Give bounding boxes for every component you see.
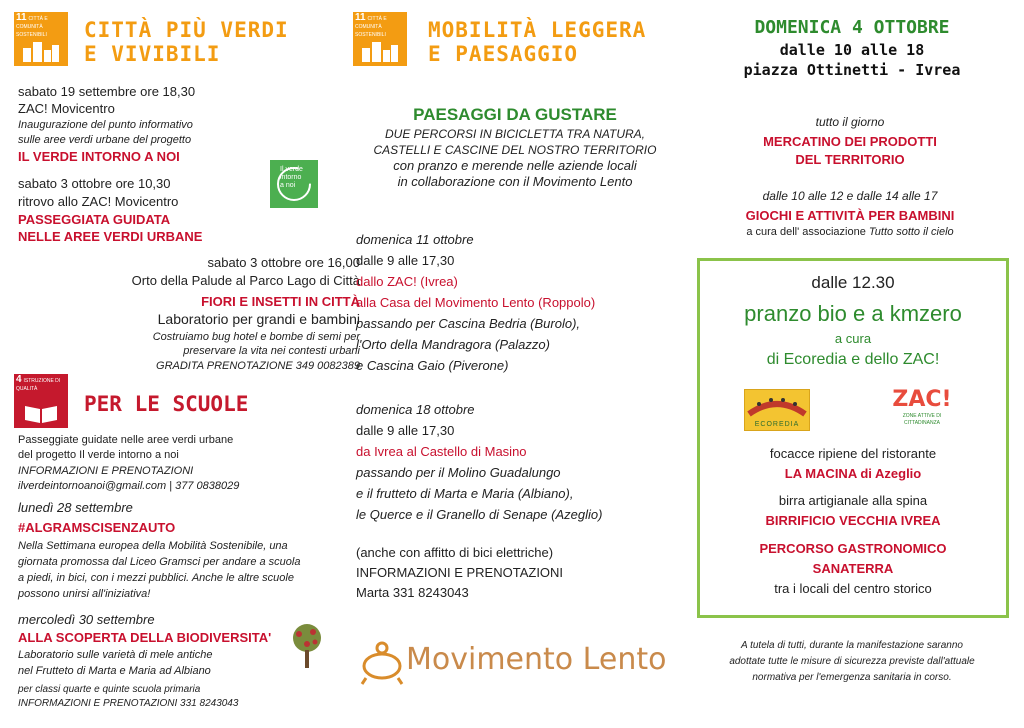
event-desc: Costruiamo bug hotel e bombe di semi per xyxy=(152,331,360,343)
event-hours: dalle 10 alle 18 xyxy=(779,41,925,59)
organizer-prefix: a cura dell' associazione xyxy=(746,226,869,238)
schools-text-part: del progetto xyxy=(18,449,80,461)
event-location: piazza Ottinetti - Ivrea xyxy=(743,61,961,79)
paesaggi-intro xyxy=(350,104,680,190)
activity-name: MERCATINO DEI PRODOTTI xyxy=(763,134,937,149)
route-end: alla Casa del Movimento Lento (Roppolo) xyxy=(356,295,596,310)
event-desc: a piedi, in bici, con i mezzi pubblici. Anche le altre scuole xyxy=(18,572,294,584)
lunch-time: dalle 12.30 xyxy=(811,273,895,292)
zac-logo-text: ZAC! xyxy=(892,387,952,412)
col2-title-line1: MOBILITÀ LEGGERA xyxy=(428,18,647,42)
city-icon xyxy=(360,40,400,62)
event-date: sabato 3 ottobre ore 10,30 xyxy=(18,176,171,191)
event-desc: nel Frutteto di Marta e Maria ad Albiano xyxy=(18,665,211,677)
event-date: DOMENICA 4 OTTOBRE xyxy=(754,17,950,38)
schools-title: PER LE SCUOLE xyxy=(84,392,249,416)
project-name: Il verde intorno a noi xyxy=(79,449,179,461)
section-heading: PAESAGGI DA GUSTARE xyxy=(413,105,617,124)
food-route-desc: tra i locali del centro storico xyxy=(774,581,932,596)
beer-desc: birra artigianale alla spina xyxy=(778,493,928,508)
event-name: FIORI E INSETTI IN CITTÀ xyxy=(201,294,360,309)
section-subtitle: DUE PERCORSI IN BICICLETTA TRA NATURA, xyxy=(384,127,646,141)
col2-title xyxy=(428,18,646,66)
event-desc: per classi quarte e quinte scuola primaria xyxy=(18,684,201,695)
sdg11-badge-col2 xyxy=(353,12,407,66)
event-desc: giornata promossa dal Liceo Gramsci per andare a scuola xyxy=(18,556,301,568)
event-date: lunedì 28 settembre xyxy=(18,500,133,515)
event-hashtag: #ALGRAMSCISENZAUTO xyxy=(18,520,176,535)
event-place: ritrovo allo ZAC! Movicentro xyxy=(18,194,179,209)
food-route-name: SANATERRA xyxy=(812,561,894,576)
contact-info: Marta 331 8243043 xyxy=(356,585,469,600)
apple-tree-icon xyxy=(287,622,327,670)
sdg-number: 4 xyxy=(16,374,22,385)
route-start: dallo ZAC! (Ivrea) xyxy=(356,274,458,289)
activity-organizer xyxy=(690,225,1010,240)
event-name: NELLE AREE VERDI URBANE xyxy=(18,229,203,244)
ecoredia-logo xyxy=(744,389,810,431)
ecoredia-logo-text: ECOREDIA xyxy=(754,421,800,428)
event-subtitle: Laboratorio per grandi e bambini xyxy=(157,311,360,327)
route-stop: e il frutteto di Marta e Maria (Albiano), xyxy=(356,486,574,501)
event-name: IL VERDE INTORNO A NOI xyxy=(18,149,180,164)
section-subtitle: in collaborazione con il Movimento Lento xyxy=(397,174,633,189)
event-desc: Laboratorio sulle varietà di mele antiche xyxy=(18,649,213,661)
bike-rental-note: (anche con affitto di bici elettriche) xyxy=(356,545,554,560)
sdg-label: ISTRUZIONE DI QUALITÀ xyxy=(16,378,61,392)
event-place: Orto della Palude al Parco Lago di Città xyxy=(131,273,360,288)
activity-name: GIOCHI E ATTIVITÀ PER BAMBINI xyxy=(745,208,955,223)
event-date: mercoledì 30 settembre xyxy=(18,612,155,627)
route-stop: le Querce e il Granello di Senape (Azeglio) xyxy=(356,507,603,522)
route-date: domenica 18 ottobre xyxy=(356,402,475,417)
event-name: PASSEGGIATA GUIDATA xyxy=(18,212,171,227)
route-stop: passando per il Molino Guadalungo xyxy=(356,465,561,480)
route-stop: passando per Cascina Bedria (Burolo), xyxy=(356,316,581,331)
safety-note-line: adottate tutte le misure di sicurezza previste dall'attuale xyxy=(729,656,975,667)
lunch-cura: a cura xyxy=(834,331,872,346)
section-subtitle: CASTELLI E CASCINE DEL NOSTRO TERRITORIO xyxy=(373,143,657,157)
organizer-name: Tutto sotto il cielo xyxy=(868,226,954,238)
lunch-title: pranzo bio e a kmzero xyxy=(744,301,962,326)
sdg-number: 11 xyxy=(355,12,366,23)
safety-note xyxy=(692,638,1012,686)
info-label: INFORMAZIONI E PRENOTAZIONI xyxy=(18,465,194,477)
event-header xyxy=(692,16,1012,80)
safety-note-line: A tutela di tutti, durante la manifestazione saranno xyxy=(741,640,963,651)
col1-title-line1: CITTÀ PIÙ VERDI xyxy=(84,18,289,42)
safety-note-line: normativa per l'emergenza sanitaria in corso. xyxy=(752,672,952,683)
route-stop: l'Orto della Mandragora (Palazzo) xyxy=(356,337,550,352)
ecoredia-drawing-icon xyxy=(745,394,809,420)
route-date: domenica 11 ottobre xyxy=(356,232,474,247)
logo-text: Movimento Lento xyxy=(406,642,667,677)
event-place: ZAC! Movicentro xyxy=(18,101,115,116)
event-desc: preservare la vita nei contesti urbani xyxy=(183,345,360,357)
sdg11-badge-col1 xyxy=(14,12,68,66)
schools-text: Passeggiate guidate nelle aree verdi urbane xyxy=(18,434,234,446)
activity-name: DEL TERRITORIO xyxy=(795,152,905,167)
zac-logo xyxy=(892,387,952,433)
section-subtitle: con pranzo e merende nelle aziende locali xyxy=(393,158,637,173)
food-route-name: PERCORSO GASTRONOMICO xyxy=(759,541,947,556)
logo-text: intorno xyxy=(280,174,302,181)
sdg-number: 11 xyxy=(16,12,27,23)
route-time: dalle 9 alle 17,30 xyxy=(356,423,455,438)
logo-text: a noi xyxy=(280,182,296,189)
activity-mercatino xyxy=(700,114,1000,169)
event-date: sabato 19 settembre ore 18,30 xyxy=(18,84,196,99)
activity-time: dalle 10 alle 12 e dalle 14 alle 17 xyxy=(762,189,938,203)
activity-giochi xyxy=(690,188,1010,240)
logo-text: Il verde xyxy=(280,166,303,173)
col2-title-line2: E PAESAGGIO xyxy=(428,42,579,66)
event-desc: Inaugurazione del punto informativo xyxy=(18,119,193,131)
col1-title-line2: E VIVIBILI xyxy=(84,42,221,66)
col1-title xyxy=(84,18,289,66)
sdg-label: CITTÀ E COMUNITÀ SOSTENIBILI xyxy=(355,16,387,38)
event-desc: Nella Settimana europea della Mobilità Sostenibile, una xyxy=(18,540,288,552)
event-desc: possono unirsi all'iniziativa! xyxy=(18,588,151,600)
schools-text xyxy=(18,449,179,461)
verde-intorno-logo xyxy=(270,160,318,208)
route-time: dalle 9 alle 17,30 xyxy=(356,253,455,268)
contact-info: ilverdeintornoanoi@gmail.com | 377 0838029 xyxy=(18,480,240,492)
event-booking: GRADITA PRENOTAZIONE 349 0082389 xyxy=(156,360,360,372)
beer-provider: BIRRIFICIO VECCHIA IVREA xyxy=(765,513,941,528)
sdg4-badge xyxy=(14,374,68,428)
turtle-icon xyxy=(358,636,408,686)
route-stop: e Cascina Gaio (Piverone) xyxy=(356,358,509,373)
sdg-label: CITTÀ E COMUNITÀ SOSTENIBILI xyxy=(16,16,48,38)
book-icon xyxy=(21,402,61,424)
lunch-box xyxy=(697,258,1009,618)
lunch-organizers: di Ecoredia e dello ZAC! xyxy=(766,351,940,368)
city-icon xyxy=(21,40,61,62)
food-desc: focacce ripiene del ristorante xyxy=(769,446,937,461)
zac-logo-subtitle: ZONE ATTIVE DI CITTADINANZA xyxy=(902,413,942,426)
event-fiori-insetti xyxy=(40,254,360,374)
event-booking: INFORMAZIONI E PRENOTAZIONI 331 8243043 xyxy=(18,698,239,709)
activity-time: tutto il giorno xyxy=(815,115,885,129)
event-date: sabato 3 ottobre ore 16,00 xyxy=(207,255,360,270)
event-name: ALLA SCOPERTA DELLA BIODIVERSITA' xyxy=(18,630,272,645)
food-provider: LA MACINA di Azeglio xyxy=(784,466,922,481)
movimento-lento-logo xyxy=(358,632,668,692)
route-path: da Ivrea al Castello di Masino xyxy=(356,444,527,459)
info-label: INFORMAZIONI E PRENOTAZIONI xyxy=(356,565,564,580)
event-desc: sulle aree verdi urbane del progetto xyxy=(18,134,192,146)
